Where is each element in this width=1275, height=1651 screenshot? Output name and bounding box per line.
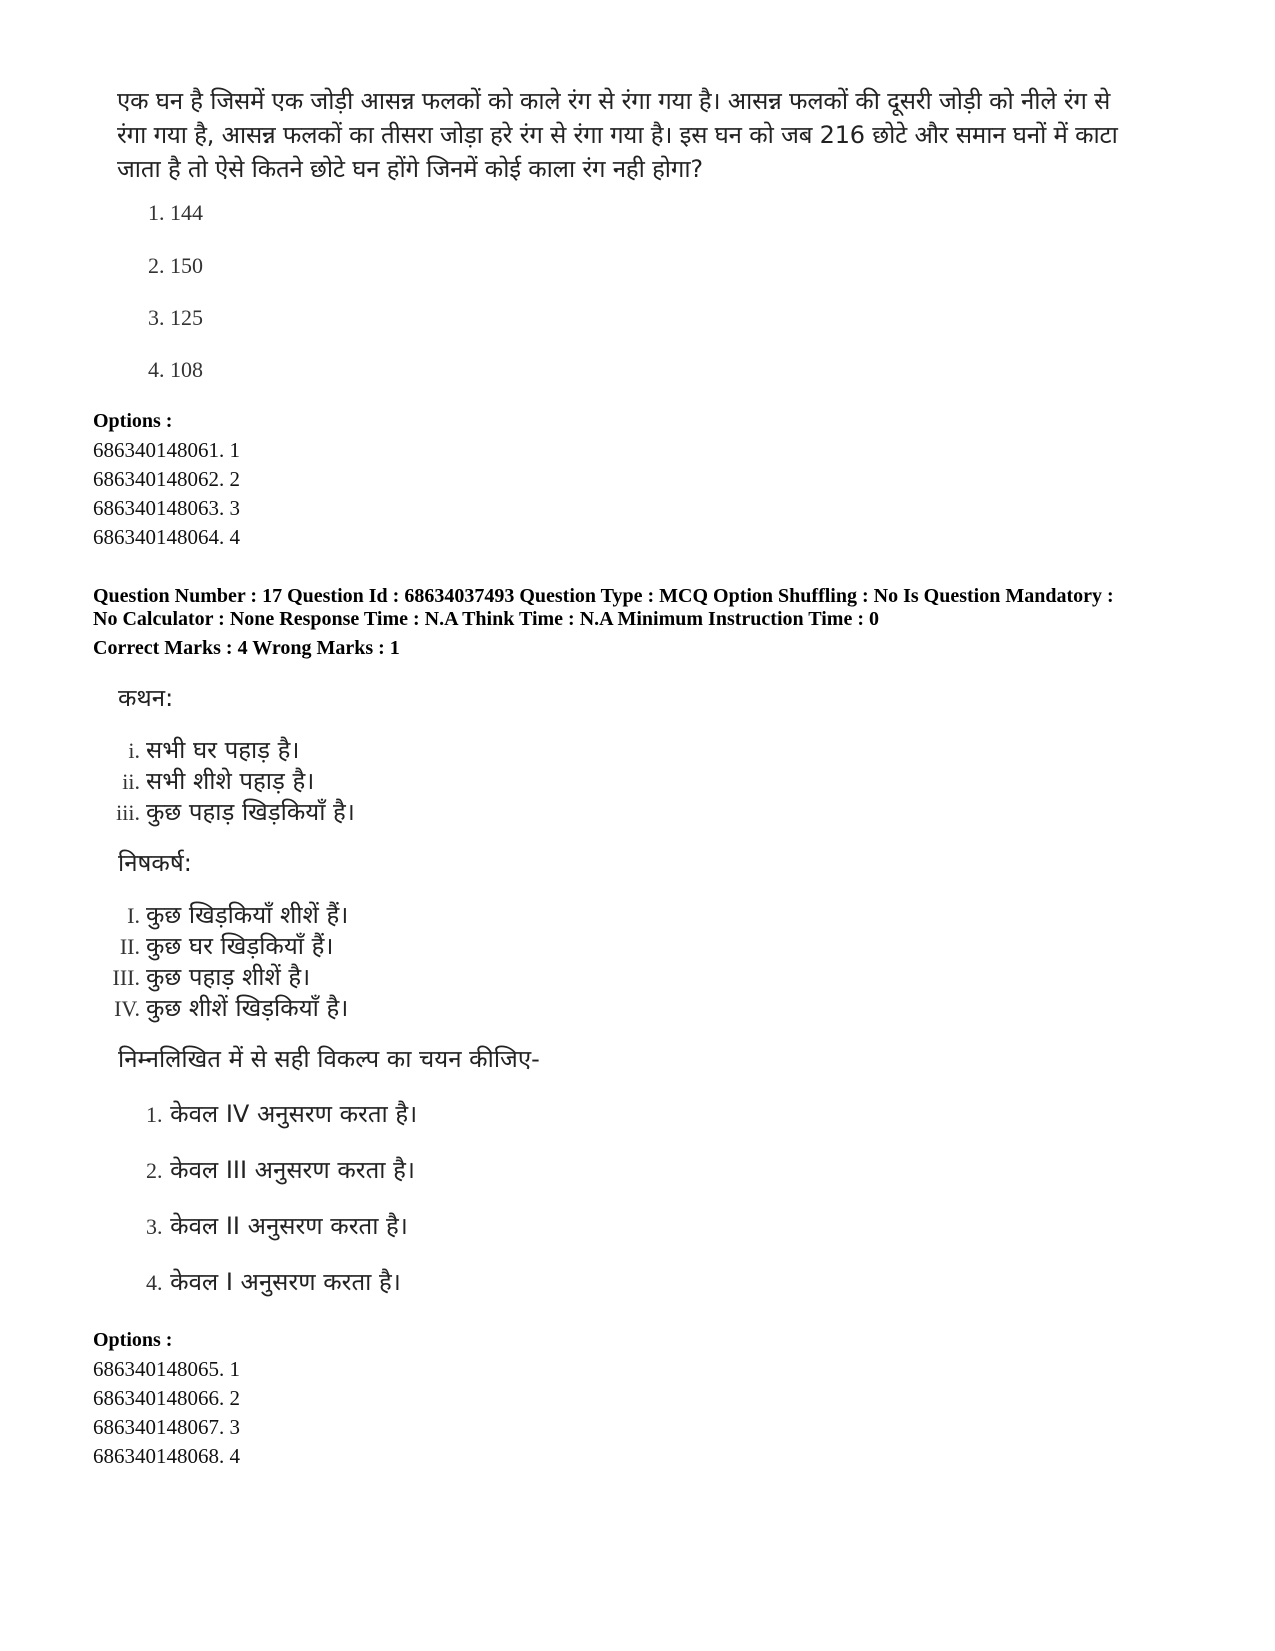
q17-choice: [146, 1211, 408, 1242]
conclusion-number: IV.: [114, 996, 140, 1021]
statement-number: iii.: [116, 800, 140, 825]
conclusion-number: II.: [119, 934, 140, 959]
conclusion-text: कुछ पहाड़ शीशें है।: [146, 963, 311, 991]
q17-meta-line-1: Question Number : 17 Question Id : 68634037493 Question Type : MCQ Option Shuffling : No Is Question Mandatory :: [93, 585, 1114, 607]
conclusion-number: I.: [127, 903, 140, 928]
q17-conclusions-heading: निषकर्ष:: [118, 849, 192, 877]
option-id-row: 686340148063. 3: [93, 496, 240, 520]
q17-statements: [82, 735, 355, 828]
option-id-row: 686340148065. 1: [93, 1357, 240, 1381]
q17-options-label: Options :: [93, 1329, 173, 1351]
q16-choice: 1. 144: [148, 200, 203, 225]
conclusion-text: कुछ खिड़कियाँ शीशें हैं।: [146, 901, 349, 929]
conclusion-row: [82, 900, 348, 931]
choice-text: केवल II अनुसरण करता है।: [170, 1212, 408, 1240]
q17-statements-heading: कथन:: [118, 684, 174, 712]
choice-text: केवल I अनुसरण करता है।: [170, 1268, 401, 1296]
statement-number: i.: [128, 738, 140, 763]
statement-text: सभी घर पहाड़ है।: [146, 736, 300, 764]
q17-options-list: [93, 1355, 240, 1471]
statement-row: [82, 797, 355, 828]
conclusion-number: III.: [112, 965, 140, 990]
choice-text: केवल IV अनुसरण करता है।: [170, 1100, 418, 1128]
option-id-row: 686340148061. 1: [93, 438, 240, 462]
q16-question-line: एक घन है जिसमें एक जोड़ी आसन्न फलकों को काले रंग से रंगा गया है। आसन्न फलकों की दूसरी जोड़ी को नीले रंग से: [117, 87, 1111, 115]
conclusion-row: [82, 931, 348, 962]
conclusion-text: कुछ घर खिड़कियाँ हैं।: [146, 932, 334, 960]
q17-conclusions: [82, 900, 348, 1024]
conclusion-text: कुछ शीशें खिड़कियाँ है।: [146, 994, 349, 1022]
option-id-row: 686340148066. 2: [93, 1386, 240, 1410]
q17-instruction: निम्नलिखित में से सही विकल्प का चयन कीजिए-: [118, 1045, 540, 1073]
statement-text: सभी शीशे पहाड़ है।: [146, 767, 315, 795]
statement-row: [82, 735, 355, 766]
q16-question-line: रंगा गया है, आसन्न फलकों का तीसरा जोड़ा हरे रंग से रंगा गया है। इस घन को जब 216 छोटे और समान घनों में काटा: [117, 121, 1118, 149]
q17-choice: [146, 1267, 401, 1298]
conclusion-row: [82, 962, 348, 993]
q16-question-text: [117, 84, 1118, 186]
choice-number: 2.: [146, 1158, 163, 1183]
q16-choice: 2. 150: [148, 253, 203, 278]
q16-choice: 3. 125: [148, 305, 203, 330]
conclusion-row: [82, 993, 348, 1024]
q17-marks: Correct Marks : 4 Wrong Marks : 1: [93, 637, 400, 659]
q16-question-line: जाता है तो ऐसे कितने छोटे घन होंगे जिनमें कोई काला रंग नही होगा?: [117, 155, 703, 183]
statement-number: ii.: [122, 769, 140, 794]
q16-choice: 4. 108: [148, 357, 203, 382]
option-id-row: 686340148064. 4: [93, 525, 240, 549]
q16-options-list: [93, 436, 240, 552]
q17-choice: [146, 1099, 417, 1130]
option-id-row: 686340148067. 3: [93, 1415, 240, 1439]
choice-text: केवल III अनुसरण करता है।: [170, 1156, 415, 1184]
choice-number: 1.: [146, 1102, 163, 1127]
option-id-row: 686340148062. 2: [93, 467, 240, 491]
statement-row: [82, 766, 355, 797]
statement-text: कुछ पहाड़ खिड़कियाँ है।: [146, 798, 355, 826]
q17-meta-line-2: No Calculator : None Response Time : N.A Think Time : N.A Minimum Instruction Time : 0: [93, 608, 879, 630]
q16-options-label: Options :: [93, 410, 173, 432]
q17-choice: [146, 1155, 415, 1186]
option-id-row: 686340148068. 4: [93, 1444, 240, 1468]
choice-number: 3.: [146, 1214, 163, 1239]
choice-number: 4.: [146, 1270, 163, 1295]
